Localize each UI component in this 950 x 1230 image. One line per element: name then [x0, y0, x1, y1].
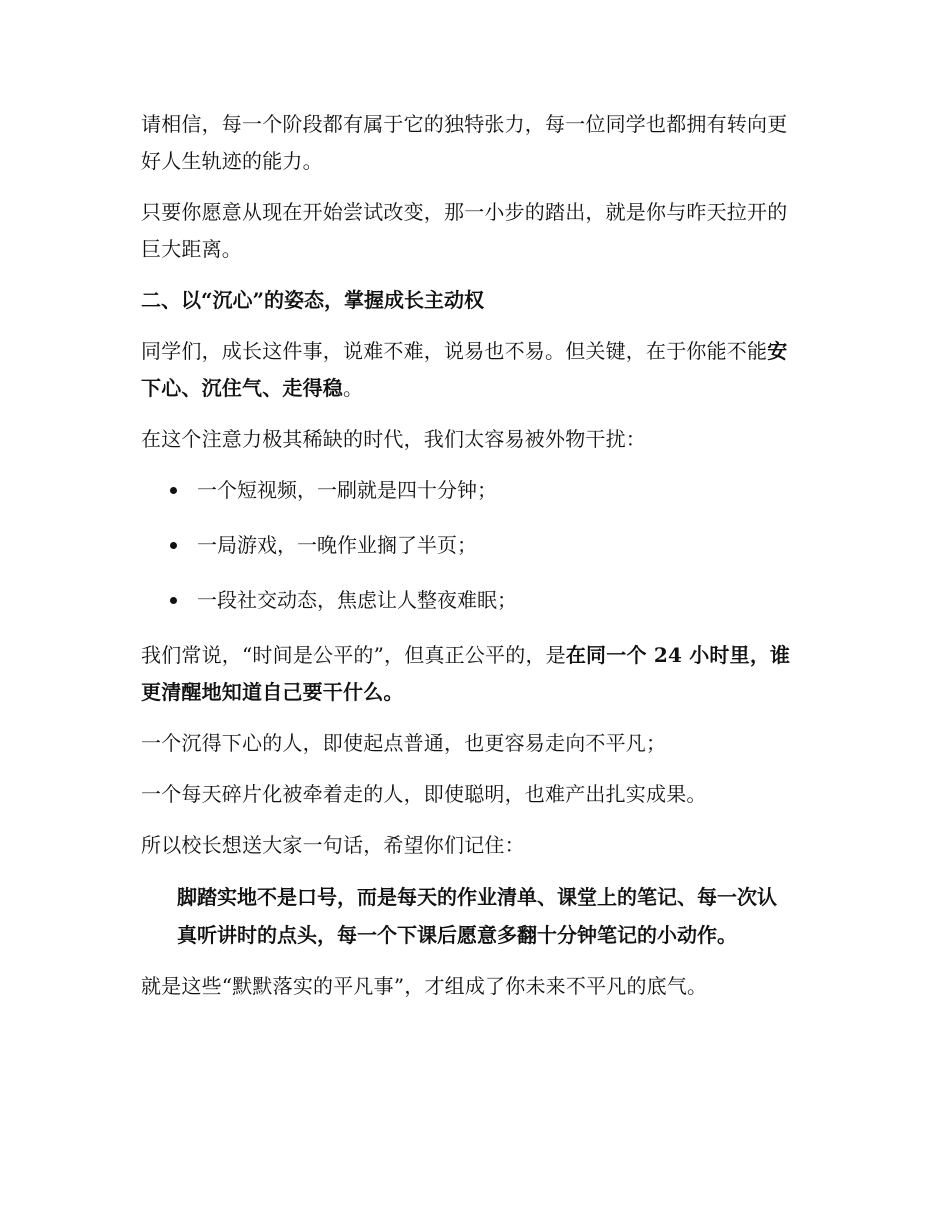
- bullet-dot-icon: [170, 487, 177, 494]
- list-item: [141, 582, 801, 619]
- paragraph-change: 只要你愿意从现在开始尝试改变，那一小步的踏出，就是你与昨天拉开的巨大距离。: [141, 200, 788, 261]
- paragraph-attention: 在这个注意力极其稀缺的时代，我们太容易被外物干扰：: [141, 427, 646, 451]
- paragraph-growth: [141, 333, 801, 407]
- paragraph-calm: 一个沉得下心的人，即使起点普通，也更容易走向不平凡；: [141, 731, 667, 755]
- paragraph-principal: 所以校长想送大家一句话，希望你们记住：: [141, 833, 525, 857]
- list-item: [141, 527, 801, 564]
- paragraph-closing: 就是这些“默默落实的平凡事”，才组成了你未来不平凡的底气。: [141, 974, 708, 998]
- paragraph-time: [141, 637, 801, 711]
- list-item: [141, 472, 801, 509]
- paragraph-growth-emphasis: 安下心、沉住气、走得稳: [141, 339, 788, 400]
- document-body: [141, 106, 801, 1019]
- paragraph-growth-tail: 。: [343, 376, 364, 400]
- list-item-text: 一段社交动态，焦虑让人整夜难眠；: [197, 588, 517, 612]
- list-item-text: 一个短视频，一刷就是四十分钟；: [197, 478, 497, 502]
- section-heading: 二、以“沉心”的姿态，掌握成长主动权: [141, 288, 485, 312]
- paragraph-time-emphasis: 在同一个 24 小时里，谁更清醒地知道自己要干什么。: [141, 643, 791, 704]
- paragraph-growth-text: 同学们，成长这件事，说难不难，说易也不易。但关键，在于你能不能: [141, 339, 768, 363]
- paragraph-fragmented: 一个每天碎片化被牵着走的人，即使聪明，也难产出扎实成果。: [141, 782, 707, 806]
- paragraph-believe: 请相信，每一个阶段都有属于它的独特张力，每一位同学也都拥有转向更好人生轨迹的能力。: [141, 112, 788, 173]
- bullet-dot-icon: [170, 542, 177, 549]
- distraction-list: [141, 472, 801, 619]
- quote-block: 脚踏实地不是口号，而是每天的作业清单、课堂上的笔记、每一次认真听讲时的点头，每一个下课后愿意多翻十分钟笔记的小动作。: [177, 885, 777, 947]
- bullet-dot-icon: [170, 597, 177, 604]
- list-item-text: 一局游戏，一晚作业搁了半页；: [197, 533, 477, 557]
- paragraph-time-text: 我们常说，“时间是公平的”，但真正公平的，是: [141, 643, 566, 667]
